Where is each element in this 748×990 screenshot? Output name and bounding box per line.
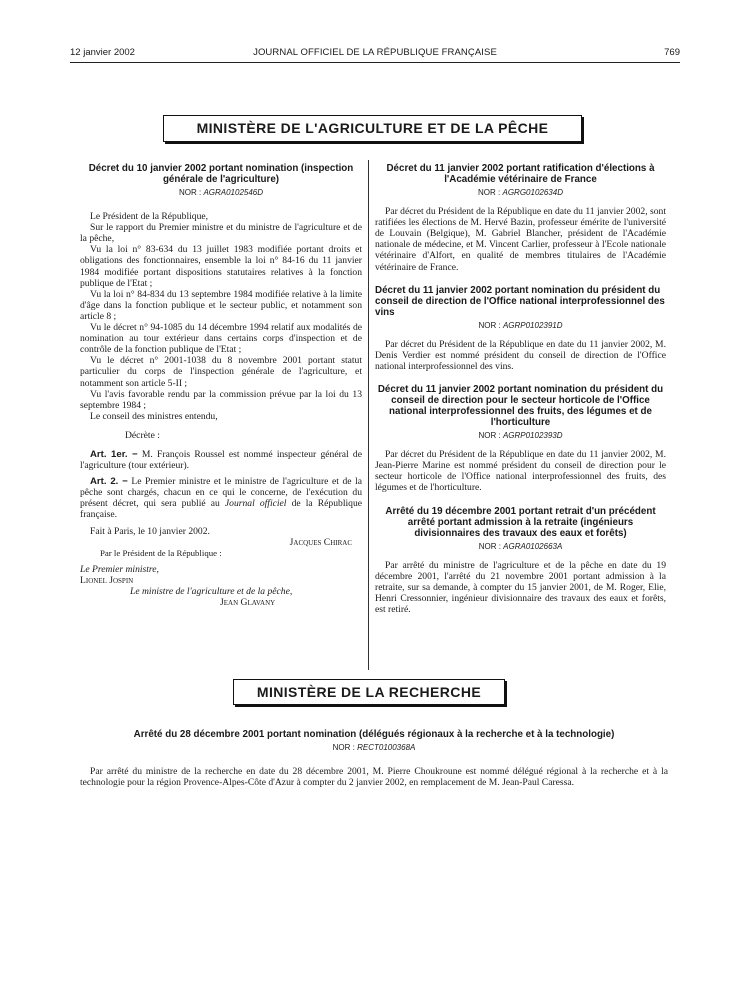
issue-date: 12 janvier 2002	[70, 47, 135, 58]
decrete-line: Décrète :	[125, 429, 160, 441]
minister-name: Jean Glavany	[220, 597, 276, 609]
decree-title: Décret du 11 janvier 2002 portant nomination du président du conseil de direction de l'Office national interprofessionnel des vins	[375, 284, 665, 318]
right-column	[375, 163, 666, 615]
nor-reference: NOR : AGRA0102546D	[178, 188, 264, 197]
nor-reference: NOR : AGRG0102634D	[478, 188, 563, 197]
article-1: Art. 1er. − M. François Roussel est nommé inspecteur général de l'agriculture (tour extérieur).	[80, 448, 362, 472]
nor-reference: NOR : AGRP0102393D	[478, 431, 563, 441]
signing-date: Fait à Paris, le 10 janvier 2002.	[90, 525, 210, 537]
decree-paragraph: Le Président de la République,	[90, 211, 209, 223]
article-2: Art. 2. − Le Premier ministre et le ministre de l'agriculture et de la pêche sont chargés, chacun en ce qui le concerne, de l'exécution du présent décret, qui sera publié au Journal officiel de la République française.	[80, 476, 363, 521]
decree-paragraph: Vu le décret n° 2001-1038 du 8 novembre 2001 portant statut particulier du corps de l'inspection générale de l'agriculture, et notamment son article 5-II ;	[80, 355, 362, 389]
decree-title: Décret du 11 janvier 2002 portant nomination du président du conseil de direction pour le secteur horticole de l'Office national interprofessionnel des fruits, des légumes et de l'horticulture	[377, 384, 664, 429]
order-title: Arrêté du 19 décembre 2001 portant retrait d'un précédent arrêté portant admission à la retraite (ingénieurs divisionnaires des travaux des eaux et forêts)	[385, 505, 656, 539]
decree-paragraph: Vu la loi n° 83-634 du 13 juillet 1983 modifiée portant droits et obligations des fonctionnaires, ensemble la loi n° 84-16 du 11 janvier 1984 modifiée portant dispositions statutaires relatives à la fonction publique de l'Etat ;	[80, 244, 362, 289]
order-title: Arrêté du 28 décembre 2001 portant nomination (délégués régionaux à la recherche et à la technologie)	[133, 729, 615, 740]
minister-title: Le ministre de l'agriculture et de la pêche,	[130, 586, 293, 597]
nor-reference: NOR : RECT0100368A	[332, 743, 416, 752]
decree-text: Par décret du Président de la République en date du 11 janvier 2002, sont ratifiées les élections de M. Hervé Bazin, professeur émérite de l'université de Louvain (Belgique), M. Gabriel Blancher, président de l'Académie nationale de médecine, et M. Vincent Carlier, professeur à l'Ecole nationale vétérinaire d'Alfort, en qualité de membres titulaires de l'Académie vétérinaire de France.	[375, 206, 666, 273]
header-rule	[70, 62, 680, 63]
decree-paragraph: Le conseil des ministres entendu,	[90, 410, 218, 422]
research-section	[80, 729, 668, 788]
order-text: Par arrêté du ministre de l'agriculture et de la pêche en date du 19 décembre 2001, l'arrêté du 21 novembre 2001 portant admission à la retraite, sur sa demande, à compter du 15 janvier 2001, de M. Roger, Elie, Henri Cressonnier, ingénieur divisionnaire des travaux des eaux et forêts, est retiré.	[375, 559, 666, 615]
decree-paragraph: Vu l'avis favorable rendu par la commission prévue par la loi du 13 septembre 1984 ;	[80, 388, 362, 411]
page-number: 769	[664, 47, 680, 58]
ministry-agriculture-heading: MINISTÈRE DE L'AGRICULTURE ET DE LA PÊCHE	[163, 115, 582, 142]
left-column	[80, 163, 362, 608]
ministry-research-heading: MINISTÈRE DE LA RECHERCHE	[233, 679, 505, 705]
decree-title: Décret du 11 janvier 2002 portant ratification d'élections à l'Académie vétérinaire de France	[386, 163, 655, 185]
decree-paragraph: Vu la loi n° 84-834 du 13 septembre 1984 modifiée relative à la limite d'âge dans la fonction publique et le secteur public, et notamment son article 8 ;	[80, 288, 362, 322]
decree-paragraph: Vu le décret n° 94-1085 du 14 décembre 1994 relatif aux modalités de nomination au tour extérieur dans certains corps d'inspection et de contrôle de la fonction publique de l'Etat ;	[80, 322, 362, 356]
nor-reference: NOR : AGRP0102391D	[478, 320, 563, 330]
decree-text: Par décret du Président de la République en date du 11 janvier 2002, M. Denis Verdier est nommé président du conseil de direction de l'Office national interprofessionnel des vins.	[375, 338, 666, 372]
prime-minister-title: Le Premier ministre,	[80, 563, 159, 575]
nor-reference: NOR : AGRA0102663A	[478, 541, 563, 551]
column-divider	[368, 160, 369, 670]
decree-paragraph: Sur le rapport du Premier ministre et du ministre de l'agriculture et de la pêche,	[80, 222, 362, 245]
president-signature: Jacques Chirac	[289, 536, 352, 548]
by-president-line: Par le Président de la République :	[100, 547, 222, 558]
order-text: Par arrêté du ministre de la recherche en date du 28 décembre 2001, M. Pierre Choukroune est nommé délégué régional à la recherche et à la technologie pour la région Provence-Alpes-Côte d'Azur à compter du 2 janvier 2002, en remplacement de M. Jean-Paul Caressa.	[80, 766, 668, 789]
running-header	[70, 47, 680, 61]
journal-title: JOURNAL OFFICIEL DE LA RÉPUBLIQUE FRANÇAISE	[253, 47, 497, 58]
prime-minister-name: Lionel Jospin	[80, 574, 134, 586]
decree-title: Décret du 10 janvier 2002 portant nomination (inspection générale de l'agriculture)	[88, 163, 354, 185]
decree-text: Par décret du Président de la République en date du 11 janvier 2002, M. Jean-Pierre Marine est nommé président du conseil de direction pour le secteur horticole de l'Office national interprofessionnel des fruits, des légumes et de l'horticulture.	[375, 449, 666, 494]
